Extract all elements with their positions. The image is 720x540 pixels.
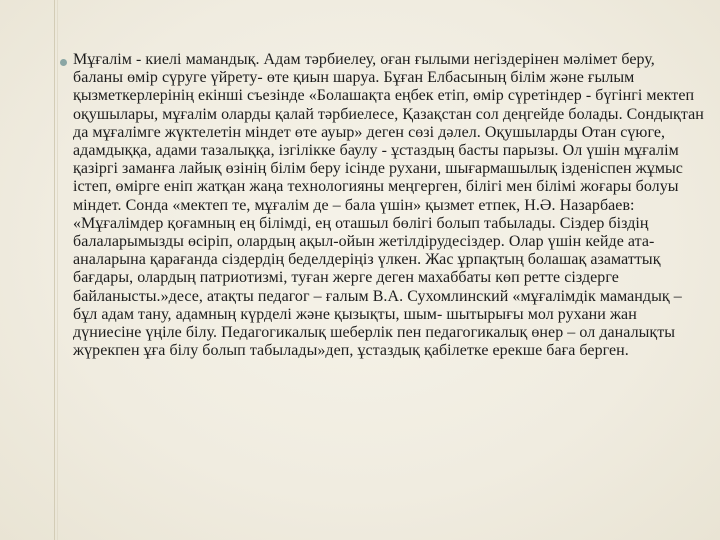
slide-content bbox=[60, 51, 708, 360]
left-border-line-inner bbox=[57, 0, 58, 540]
left-border-line bbox=[54, 0, 55, 540]
bullet-item bbox=[60, 51, 708, 360]
bullet-dot-icon bbox=[60, 59, 73, 66]
body-paragraph: Мұғалім - киелі мамандық. Адам тәрбиелеу, оған ғылыми негіздерінен мәлімет беру, баланы өмір сүруге үйрету- өте қиын шаруа. Бұған Елбасының білім және ғылым қызметкерлерінің екінші съезінде «Болашақта еңбек етіп, өмір сүретіндер - бүгінгі мектеп оқушылары, мұғалім оларды қалай тәрбиелесе, Қазақстан сол деңгейде болады. Сондықтан да мұғалімге жүктелетін міндет өте ауыр» деген сөзі дәлел. Оқушыларды Отан сүюге, адамдыққа, адами тазалыққа, ізгілікке баулу - ұстаздың басты парызы. Ол үшін мұғалім қазіргі заманға лайық өзінің білім беру ісінде рухани, шығармашылық ізденіспен жұмыс істеп, өмірге еніп жатқан жаңа технологияны меңгерген, білігі мен білімі жоғары болуы міндет. Сонда «мектеп те, мұғалім де – бала үшін» қызмет етпек, Н.Ә. Назарбаев: «Мұғалімдер қоғамның ең білімді, ең оташыл бөлігі болып табылады. Сіздер біздің балаларымызды өсіріп, олардың ақыл-ойын жетілдірудесіздер. Олар үшін кейде ата-аналарына қарағанда сіздердің беделдеріңіз үлкен. Жас ұрпақтың болашақ азаматтық бағдары, олардың патриотизмі, туған жерге деген махаббаты көп ретте сіздерге байланысты.»десе, атақты педагог – ғалым В.А. Сухомлинский «мұғалімдік мамандық – бұл адам тану, адамның күрделі және қызықты, шым- шытырығы мол рухани жан дүниесіне үңіле білу. Педагогикалық шеберлік пен педагогикалық өнер – ол даналықты жүрекпен ұға білу болып табылады»деп, ұстаздық қабілетке ерекше баға берген. bbox=[73, 51, 704, 360]
